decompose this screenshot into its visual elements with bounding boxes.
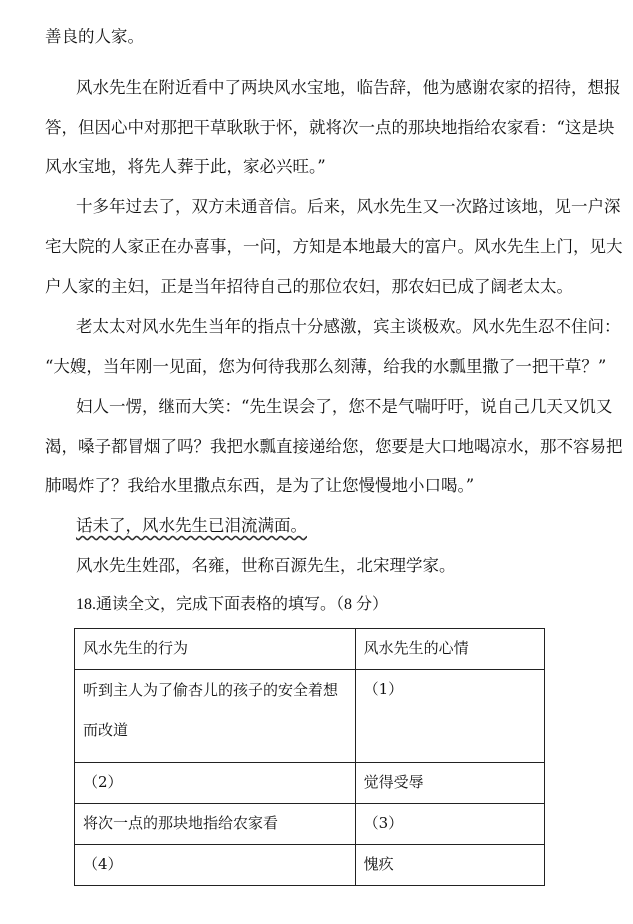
table-row <box>75 763 545 804</box>
cell-text-line: 听到主人为了偷杏儿的孩子的安全着想 <box>83 681 339 699</box>
text-line: 渴，嗓子都冒烟了吗？我把水瓢直接递给您，您要是大口地喝凉水，那不容易把 <box>45 437 623 456</box>
table-header-cell: 风水先生的行为 <box>75 629 356 670</box>
mood-cell-blank-3[interactable]: （3） <box>355 804 544 845</box>
answer-table <box>74 628 545 886</box>
text-line: 风水先生姓邵，名雍，世称百源先生，北宋理学家。 <box>76 556 456 575</box>
text-line: 善良的人家。 <box>45 27 144 46</box>
text-line: 风水宝地，将先人葬于此，家必兴旺。” <box>45 157 326 176</box>
question-prompt: 18.通读全文，完成下面表格的填写。（8 分） <box>76 596 389 613</box>
text-line: 老太太对风水先生当年的指点十分感激，宾主谈极欢。风水先生忍不住问： <box>76 317 621 336</box>
behavior-cell-blank-2[interactable]: （2） <box>75 763 356 804</box>
mood-cell: 愧疚 <box>355 845 544 886</box>
text-line: 妇人一愣，继而大笑：“先生误会了，您不是气喘吁吁，说自己几天又饥又 <box>76 397 613 416</box>
table-row <box>75 804 545 845</box>
text-line: 答，但因心中对那把干草耿耿于怀，就将次一点的那块地指给农家看：“这是块 <box>45 118 615 137</box>
table-header-row <box>75 629 545 670</box>
text-line: 风水先生在附近看中了两块风水宝地，临告辞，他为感谢农家的招待，想报 <box>76 78 621 97</box>
text-line: 户人家的主妇，正是当年招待自己的那位农妇，那农妇已成了阔老太太。 <box>45 277 573 296</box>
text-line: 十多年过去了，双方未通音信。后来，风水先生又一次路过该地，见一户深 <box>76 197 621 216</box>
mood-cell: 觉得受辱 <box>355 763 544 804</box>
text-line-underlined: 话未了，风水先生已泪流满面。 <box>76 516 307 535</box>
behavior-cell: 将次一点的那块地指给农家看 <box>75 804 356 845</box>
mood-cell-blank-1[interactable]: （1） <box>355 670 544 763</box>
text-line: 宅大院的人家正在办喜事，一问，方知是本地最大的富户。风水先生上门，见大 <box>45 237 623 256</box>
table-header-cell: 风水先生的心情 <box>355 629 544 670</box>
text-line: “大嫂，当年刚一见面，您为何待我那么刻薄，给我的水瓢里撒了一把干草？” <box>45 357 607 376</box>
table-row <box>75 845 545 886</box>
behavior-cell <box>75 670 356 763</box>
behavior-cell-blank-4[interactable]: （4） <box>75 845 356 886</box>
table-row <box>75 670 545 763</box>
text-line: 肺喝炸了？我给水里撒点东西，是为了让您慢慢地小口喝。” <box>45 476 475 495</box>
cell-text-line: 而改道 <box>83 721 129 739</box>
